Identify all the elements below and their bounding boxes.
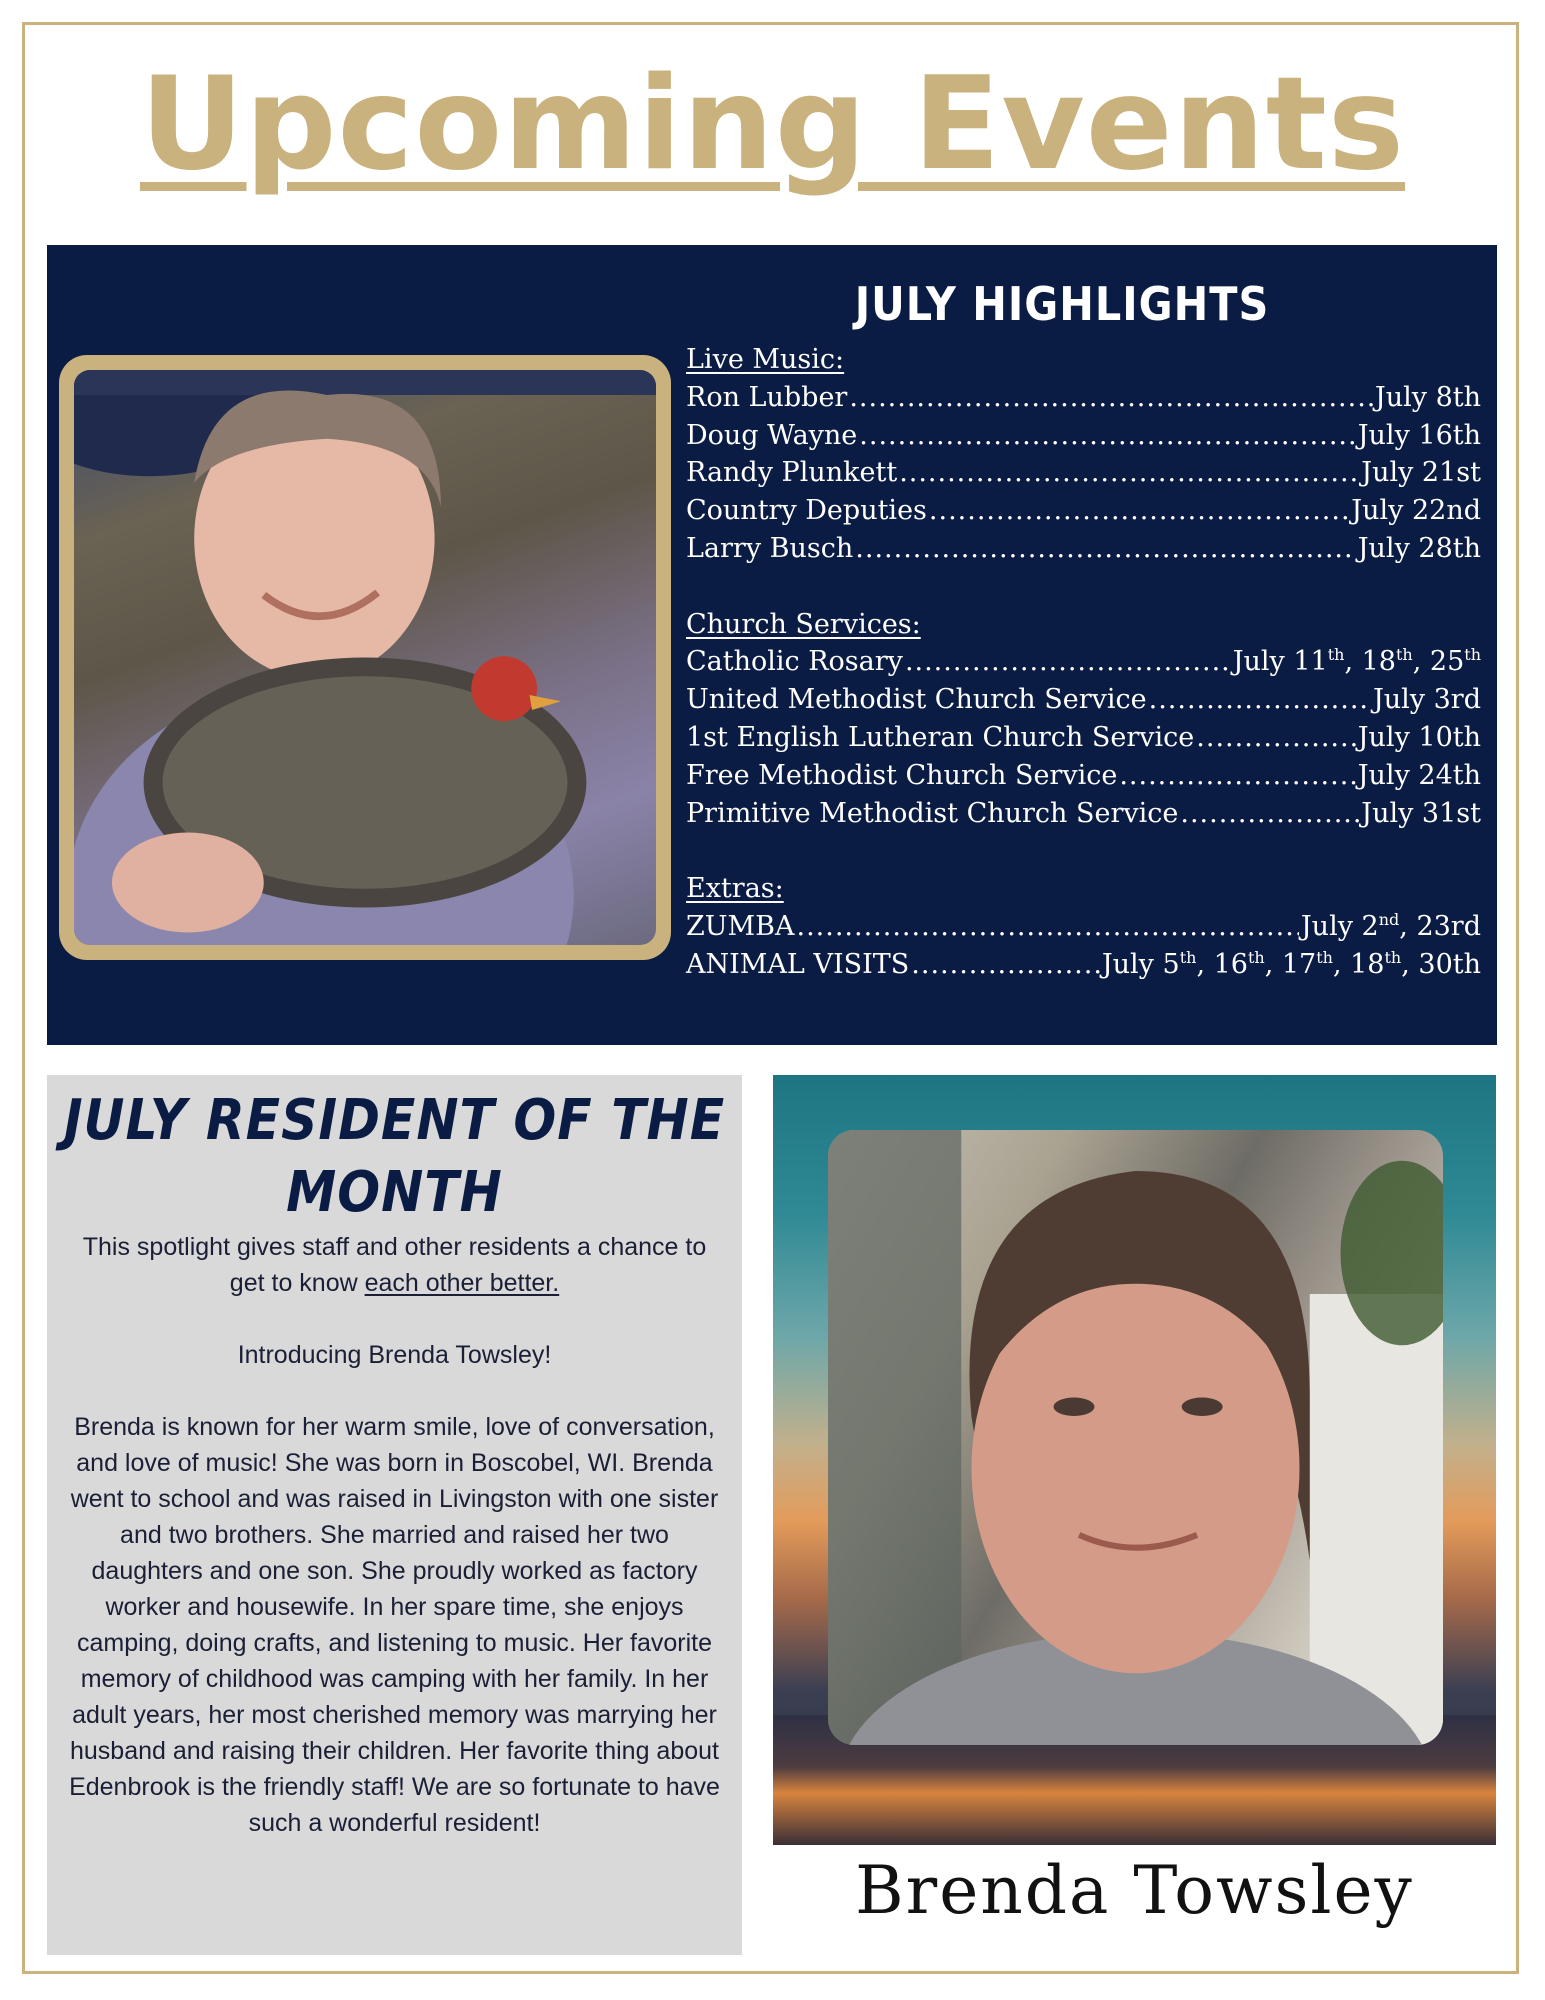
leader-dots (911, 946, 1100, 984)
resident-of-the-month-panel (47, 1075, 742, 1955)
resident-bio: Brenda is known for her warm smile, love of conversation, and love of music! She was born in Boscobel, WI. Brenda went to school and was raised in Livingston with one sister and two brothers. She married and raised her two daughters and one son. She proudly worked as factory worker and housewife. In her spare time, she enjoys camping, doing crafts, and listening to music. Her favorite memory of childhood was camping with her family. In her adult years, her most cherished memory was marrying her husband and raising their children. Her favorite thing about Edenbrook is the friendly staff! We are so fortunate to have such a wonderful resident! (69, 1413, 720, 1837)
event-date: July 10th (1357, 721, 1481, 753)
event-row (686, 643, 1481, 681)
event-name: Free Methodist Church Service (686, 759, 1118, 791)
spotlight-intro: This spotlight gives staff and other residents a chance to get to know each other better. (82, 1233, 707, 1297)
event-name: ANIMAL VISITS (686, 948, 910, 980)
leader-dots (849, 379, 1373, 417)
event-name: Country Deputies (686, 495, 927, 527)
event-row (686, 908, 1481, 946)
woman-with-chicken-photo (74, 370, 656, 945)
event-name: Doug Wayne (686, 419, 858, 451)
event-date: July 24th (1357, 759, 1481, 791)
event-name: Larry Busch (686, 532, 854, 564)
event-name: 1st English Lutheran Church Service (686, 721, 1195, 753)
event-date: July 28th (1357, 532, 1481, 564)
event-row (686, 795, 1481, 833)
resident-portrait-panel (773, 1075, 1496, 1845)
event-date: July 22nd (1351, 495, 1481, 527)
leader-dots (929, 492, 1349, 530)
resident-of-month-title: JULY RESIDENT OF THE MONTH (63, 1088, 726, 1225)
event-date: July 31st (1361, 797, 1481, 829)
event-row (686, 454, 1481, 492)
event-name: Catholic Rosary (686, 646, 903, 678)
event-name: ZUMBA (686, 910, 795, 942)
events-list (686, 341, 1481, 984)
event-date: July 3rd (1372, 684, 1481, 716)
leader-dots (1196, 719, 1355, 757)
resident-portrait-photo (828, 1130, 1443, 1745)
event-date: July 5th, 16th, 17th, 18th, 30th (1101, 947, 1481, 980)
highlight-photo-frame (59, 355, 671, 960)
event-date: July 16th (1357, 419, 1481, 451)
leader-dots (797, 908, 1299, 946)
event-name: Ron Lubber (686, 381, 848, 413)
leader-dots (859, 417, 1355, 455)
resident-portrait-illustration (828, 1130, 1443, 1745)
event-row (686, 379, 1481, 417)
event-name: Randy Plunkett (686, 457, 898, 489)
church-services-heading: Church Services: (686, 608, 921, 640)
event-name: United Methodist Church Service (686, 684, 1147, 716)
event-date: July 11th, 18th, 25th (1232, 645, 1481, 678)
event-row (686, 719, 1481, 757)
leader-dots (1180, 795, 1359, 833)
event-date: July 2nd, 23rd (1300, 909, 1481, 942)
event-date: July 21st (1361, 457, 1481, 489)
page-title: Upcoming Events (139, 50, 1406, 199)
event-row (686, 946, 1481, 984)
introducing-line: Introducing Brenda Towsley! (237, 1341, 552, 1369)
event-row (686, 492, 1481, 530)
extras-heading: Extras: (686, 873, 784, 905)
leader-dots (855, 530, 1355, 568)
event-row (686, 530, 1481, 568)
event-date: July 8th (1374, 381, 1481, 413)
live-music-heading: Live Music: (686, 344, 845, 375)
event-row (686, 681, 1481, 719)
july-highlights-panel (47, 245, 1497, 1045)
event-name: Primitive Methodist Church Service (686, 797, 1179, 829)
leader-dots (905, 643, 1231, 681)
leader-dots (1119, 757, 1355, 795)
resident-name-caption: Brenda Towsley (855, 1852, 1414, 1929)
leader-dots (899, 454, 1359, 492)
leader-dots (1149, 681, 1371, 719)
july-highlights-title: JULY HIGHLIGHTS (854, 277, 1270, 331)
event-row (686, 757, 1481, 795)
event-row (686, 417, 1481, 455)
woman-with-chicken-illustration (74, 370, 656, 945)
